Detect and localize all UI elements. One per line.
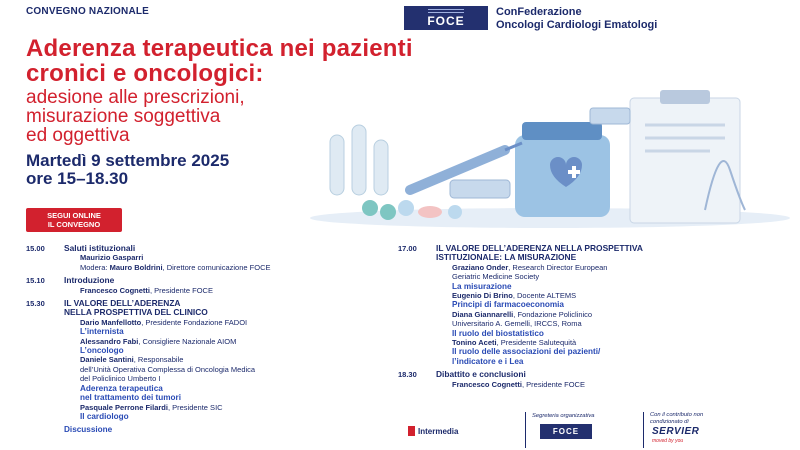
sponsor-label-line1: Con il contributo non <box>650 412 704 418</box>
event-time: ore 15–18.30 <box>26 169 129 188</box>
event-type-label: CONVEGNO NAZIONALE <box>26 6 150 17</box>
speaker-name: Francesco Cognetti <box>452 379 523 389</box>
intermedia-mark-icon <box>408 426 415 436</box>
bottle-cap-icon <box>522 122 602 140</box>
talk-title: Il ruolo delle associazioni dei pazienti/ <box>452 347 601 357</box>
servier-logo: SERVIER <box>652 426 700 437</box>
sponsor-label-line2: condizionato di <box>650 419 689 425</box>
speaker-role: , Direttore comunicazione FOCE <box>162 262 271 272</box>
talk-title: Principi di farmacoeconomia <box>452 300 564 310</box>
session-title-line2: NELLA PROSPETTIVA DEL CLINICO <box>64 307 208 318</box>
pill-blister-icon <box>450 180 510 198</box>
session-title: Dibattito e conclusioni <box>436 369 526 380</box>
servier-tagline: moved by you <box>652 438 684 444</box>
speaker-name: Alessandro Fabi <box>80 336 139 346</box>
speaker-name: Maurizio Gasparri <box>80 253 144 263</box>
talk-title: Aderenza terapeutica <box>80 383 163 393</box>
session-title: Saluti istituzionali <box>64 243 136 253</box>
footer-divider <box>525 412 526 448</box>
test-tube-icon <box>374 140 388 195</box>
program-session <box>26 276 376 295</box>
speaker-role-line3: del Policlinico Umberto I <box>80 374 161 384</box>
follow-online-button[interactable] <box>26 208 122 232</box>
program-session <box>26 299 376 421</box>
talk-title-line2: l’indicatore e i Lea <box>452 356 524 366</box>
discussion-label: Discussione <box>64 425 113 435</box>
intermedia-text: Intermedia <box>418 426 459 436</box>
foce-logo-mark <box>428 9 464 13</box>
subtitle-line2: misurazione soggettiva <box>26 106 221 127</box>
speaker-role: , Consigliere Nazionale AIOM <box>138 336 237 346</box>
speaker-name: Eugenio Di Brino <box>452 291 513 301</box>
speaker-role-line2: dell’Unità Operativa Complessa di Oncologia Medica <box>80 364 256 374</box>
foce-logo <box>404 6 488 30</box>
speaker-role: , Presidente FOCE <box>522 379 585 389</box>
program-left-column <box>26 244 376 435</box>
session-title: IL VALORE DELL’ADERENZA NELLA PROSPETTIVA <box>436 243 643 253</box>
speaker-name: Tonino Aceti <box>452 338 497 348</box>
subtitle-line3: ed oggettiva <box>26 125 130 146</box>
capsule-icon <box>418 206 442 218</box>
clipboard-clip-icon <box>660 90 710 104</box>
talk-title-line2: nel trattamento dei tumori <box>80 393 181 403</box>
speaker-name: Mauro Boldrini <box>109 262 163 272</box>
intermedia-logo <box>408 426 458 436</box>
speaker-role-line2: Geriatric Medicine Society <box>452 272 540 282</box>
foce-logo-text: FOCE <box>427 14 465 28</box>
event-day: Martedì 9 settembre 2025 <box>26 151 230 170</box>
speaker-name: Daniele Santini <box>80 355 134 365</box>
session-time: 15.00 <box>26 244 45 253</box>
talk-title: L’oncologo <box>80 346 124 356</box>
talk-title: L’internista <box>80 327 124 337</box>
session-title: IL VALORE DELL’ADERENZA <box>64 298 181 309</box>
speaker-name: Diana Giannarelli <box>452 309 514 319</box>
speaker-role: , Presidente Salutequità <box>496 338 577 348</box>
session-time: 15.10 <box>26 276 45 286</box>
main-title <box>26 36 413 86</box>
pill-icon <box>380 204 396 220</box>
confed-line2: Oncologi Cardiologi Ematologi <box>496 19 658 31</box>
pill-icon <box>362 200 378 216</box>
event-date <box>26 152 229 188</box>
session-time: 15.30 <box>26 299 45 309</box>
title-line2: cronici e oncologici: <box>26 60 264 87</box>
follow-online-line1: SEGUI ONLINE <box>47 211 101 220</box>
speaker-role: , Fondazione Policlinico <box>513 309 593 319</box>
talk-title: Il ruolo del biostatistico <box>452 328 544 338</box>
session-time: 17.00 <box>398 244 417 253</box>
subtitle-line1: adesione alle prescrizioni, <box>26 87 245 108</box>
speaker-name: Graziano Onder <box>452 262 509 272</box>
speaker-name: Dario Manfellotto <box>80 317 142 327</box>
foce-small-logo: FOCE <box>540 424 592 439</box>
title-line1: Aderenza terapeutica nei pazienti <box>26 35 413 62</box>
small-box-icon <box>590 108 630 124</box>
session-time: 18.30 <box>398 370 417 380</box>
confederation-name <box>496 6 657 32</box>
secretariat-label: Segreteria organizzativa <box>532 413 595 419</box>
program-session <box>26 244 376 272</box>
test-tube-icon <box>352 125 366 195</box>
medical-illustration <box>300 80 790 230</box>
subtitle <box>26 88 245 145</box>
speaker-role: , Docente ALTEMS <box>512 291 577 301</box>
confed-line1: ConFederazione <box>496 6 582 18</box>
speaker-role: , Responsabile <box>133 355 184 365</box>
speaker-name: Francesco Cognetti <box>80 285 151 295</box>
session-title-line2: ISTITUZIONALE: LA MISURAZIONE <box>436 252 577 263</box>
program-right-column <box>398 244 778 393</box>
program-session <box>398 370 778 389</box>
pill-icon <box>448 205 462 219</box>
pill-icon <box>398 200 414 216</box>
talk-title: Il cardiologo <box>80 411 129 421</box>
speaker-role: , Presidente SIC <box>167 402 223 412</box>
program-session <box>398 244 778 366</box>
footer-divider <box>643 412 644 448</box>
speaker-name: Pasquale Perrone Filardi <box>80 402 168 412</box>
talk-title: La misurazione <box>452 281 512 291</box>
speaker-role-line2: Universitario A. Gemelli, IRCCS, Roma <box>452 319 582 329</box>
follow-online-line2: IL CONVEGNO <box>47 220 101 229</box>
session-title: Introduzione <box>64 275 115 286</box>
moderator-label: Modera: <box>80 262 110 272</box>
speaker-role: , Research Director European <box>508 262 608 272</box>
speaker-role: , Presidente Fondazione FADOI <box>141 317 248 327</box>
speaker-role: , Presidente FOCE <box>150 285 213 295</box>
test-tube-icon <box>330 135 344 195</box>
sponsor-label <box>650 412 703 426</box>
